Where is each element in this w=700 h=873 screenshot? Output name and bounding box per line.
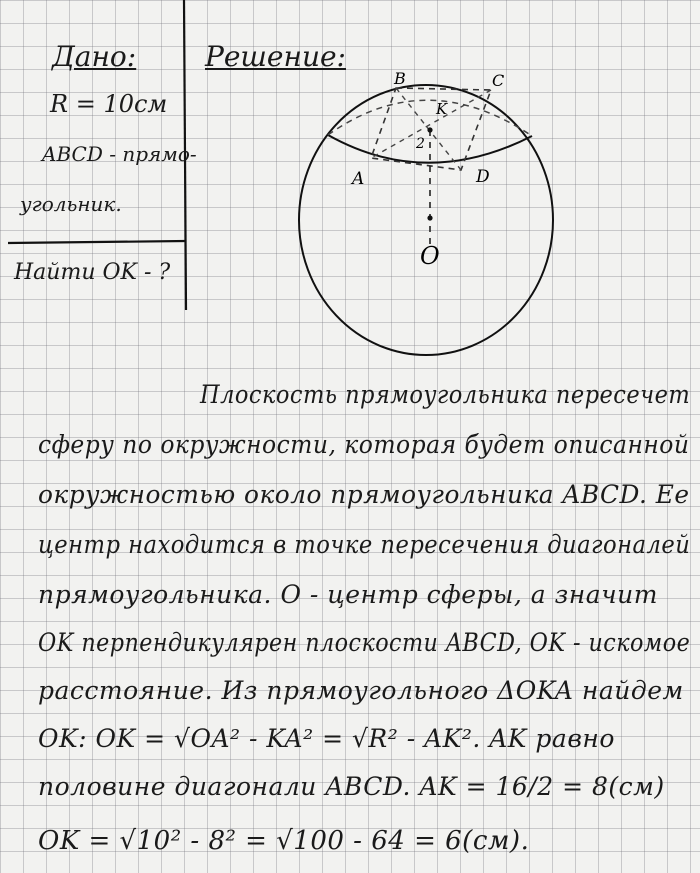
label-a: A	[352, 169, 365, 189]
solution-line: половине диагонали ABCD. AK = 16/2 = 8(см)	[38, 772, 665, 801]
solution-line: OK = √10² - 8² = √100 - 64 = 6(см).	[38, 826, 530, 856]
solution-line: OK: OK = √OA² - KA² = √R² - AK². AK равно	[38, 724, 615, 753]
solution-line: OK перпендикулярен плоскости ABCD, OK - искомое	[38, 628, 691, 657]
solution-line: Плоскость прямоугольника пересечет	[200, 380, 691, 409]
solution-line: центр находится в точке пересечения диагоналей	[38, 530, 691, 559]
solution-line: расстояние. Из прямоугольного ΔOKA найдем	[38, 676, 684, 705]
label-c: C	[492, 71, 505, 90]
label-d: D	[476, 167, 490, 187]
solution-heading: Решение:	[205, 40, 346, 73]
sphere-figure	[296, 70, 556, 370]
point-k	[427, 127, 432, 132]
given-radius: R = 10см	[50, 90, 168, 118]
given-section	[0, 0, 197, 310]
point-on-ok	[427, 215, 432, 220]
given-shape-line1: ABCD - прямо-	[42, 142, 197, 166]
label-o: O	[420, 242, 440, 270]
solution-line: сферу по окружности, которая будет описанной	[38, 430, 690, 459]
given-divider-horizontal	[8, 241, 186, 243]
label-k: K	[436, 100, 448, 118]
label-right-angle: 2	[416, 136, 425, 152]
given-find: Найти OK - ?	[14, 260, 171, 285]
solution-line: окружностью около прямоугольника ABCD. Ее	[38, 480, 690, 509]
given-heading: Дано:	[52, 40, 137, 73]
given-shape-line2: угольник.	[20, 192, 122, 216]
solution-line: прямоугольника. O - центр сферы, а значит	[38, 580, 658, 609]
label-b: B	[394, 70, 406, 88]
